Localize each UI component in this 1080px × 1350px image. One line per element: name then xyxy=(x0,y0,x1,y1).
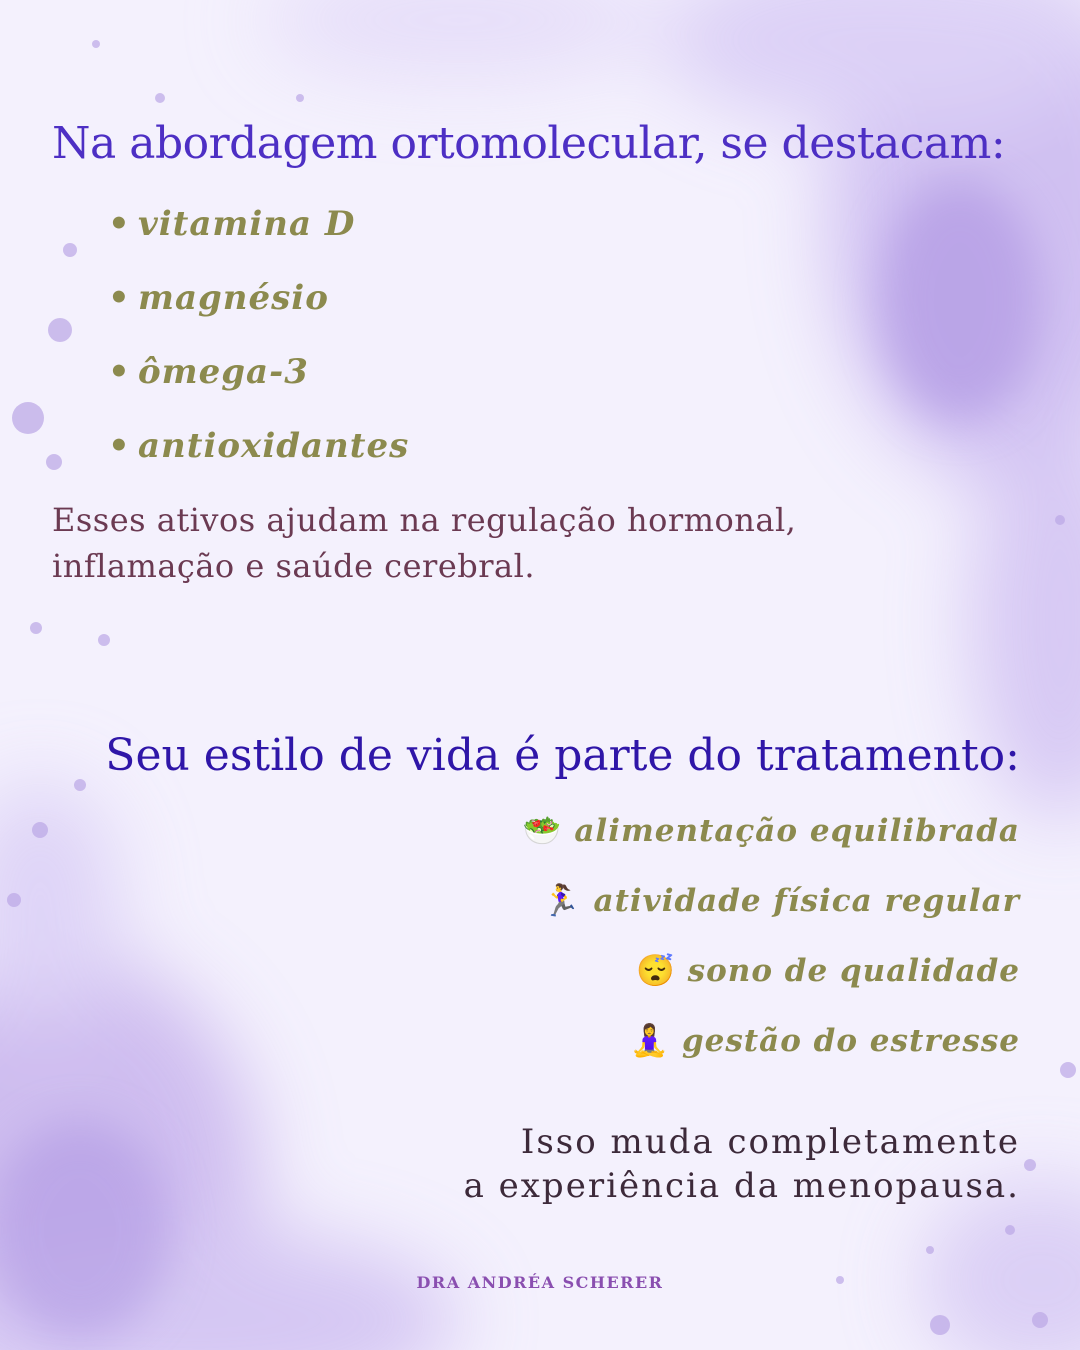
salad-icon: 🥗 xyxy=(522,813,563,849)
nutrient-list xyxy=(108,204,409,500)
woman-running-icon: 🏃‍♀️ xyxy=(541,883,582,919)
section2-paragraph xyxy=(464,1120,1020,1208)
sleeping-face-icon: 😴 xyxy=(636,953,676,989)
bullet-icon: • xyxy=(108,278,131,318)
nutrient-label: magnésio xyxy=(138,278,329,318)
bullet-icon: • xyxy=(108,204,131,244)
lifestyle-label: sono de qualidade xyxy=(687,953,1020,989)
paragraph-line: Isso muda completamente xyxy=(520,1122,1020,1162)
list-item xyxy=(523,812,1020,882)
nutrient-label: ômega-3 xyxy=(138,352,309,392)
woman-meditating-icon: 🧘‍♀️ xyxy=(630,1023,670,1059)
paragraph-line: Esses ativos ajudam na regulação hormonal, xyxy=(52,501,797,539)
list-item xyxy=(523,1022,1020,1092)
author-signature: DRA ANDRÉA SCHERER xyxy=(416,1273,664,1292)
paragraph-line: inflamação e saúde cerebral. xyxy=(52,547,536,585)
paragraph-line: a experiência da menopausa. xyxy=(463,1166,1020,1206)
list-item xyxy=(108,352,409,426)
bullet-icon: • xyxy=(108,426,131,466)
lifestyle-list xyxy=(523,812,1020,1092)
section1-heading: Na abordagem ortomolecular, se destacam: xyxy=(52,118,1006,169)
nutrient-label: antioxidantes xyxy=(138,426,410,466)
list-item xyxy=(108,278,409,352)
lifestyle-label: alimentação equilibrada xyxy=(574,813,1020,849)
list-item xyxy=(523,952,1020,1022)
section1-paragraph xyxy=(52,497,796,589)
nutrient-label: vitamina D xyxy=(138,204,356,244)
list-item xyxy=(108,426,409,500)
section2-heading: Seu estilo de vida é parte do tratamento: xyxy=(105,730,1020,781)
list-item xyxy=(523,882,1020,952)
lifestyle-label: atividade física regular xyxy=(593,883,1020,919)
lifestyle-label: gestão do estresse xyxy=(681,1023,1020,1059)
bullet-icon: • xyxy=(108,352,131,392)
list-item xyxy=(108,204,409,278)
